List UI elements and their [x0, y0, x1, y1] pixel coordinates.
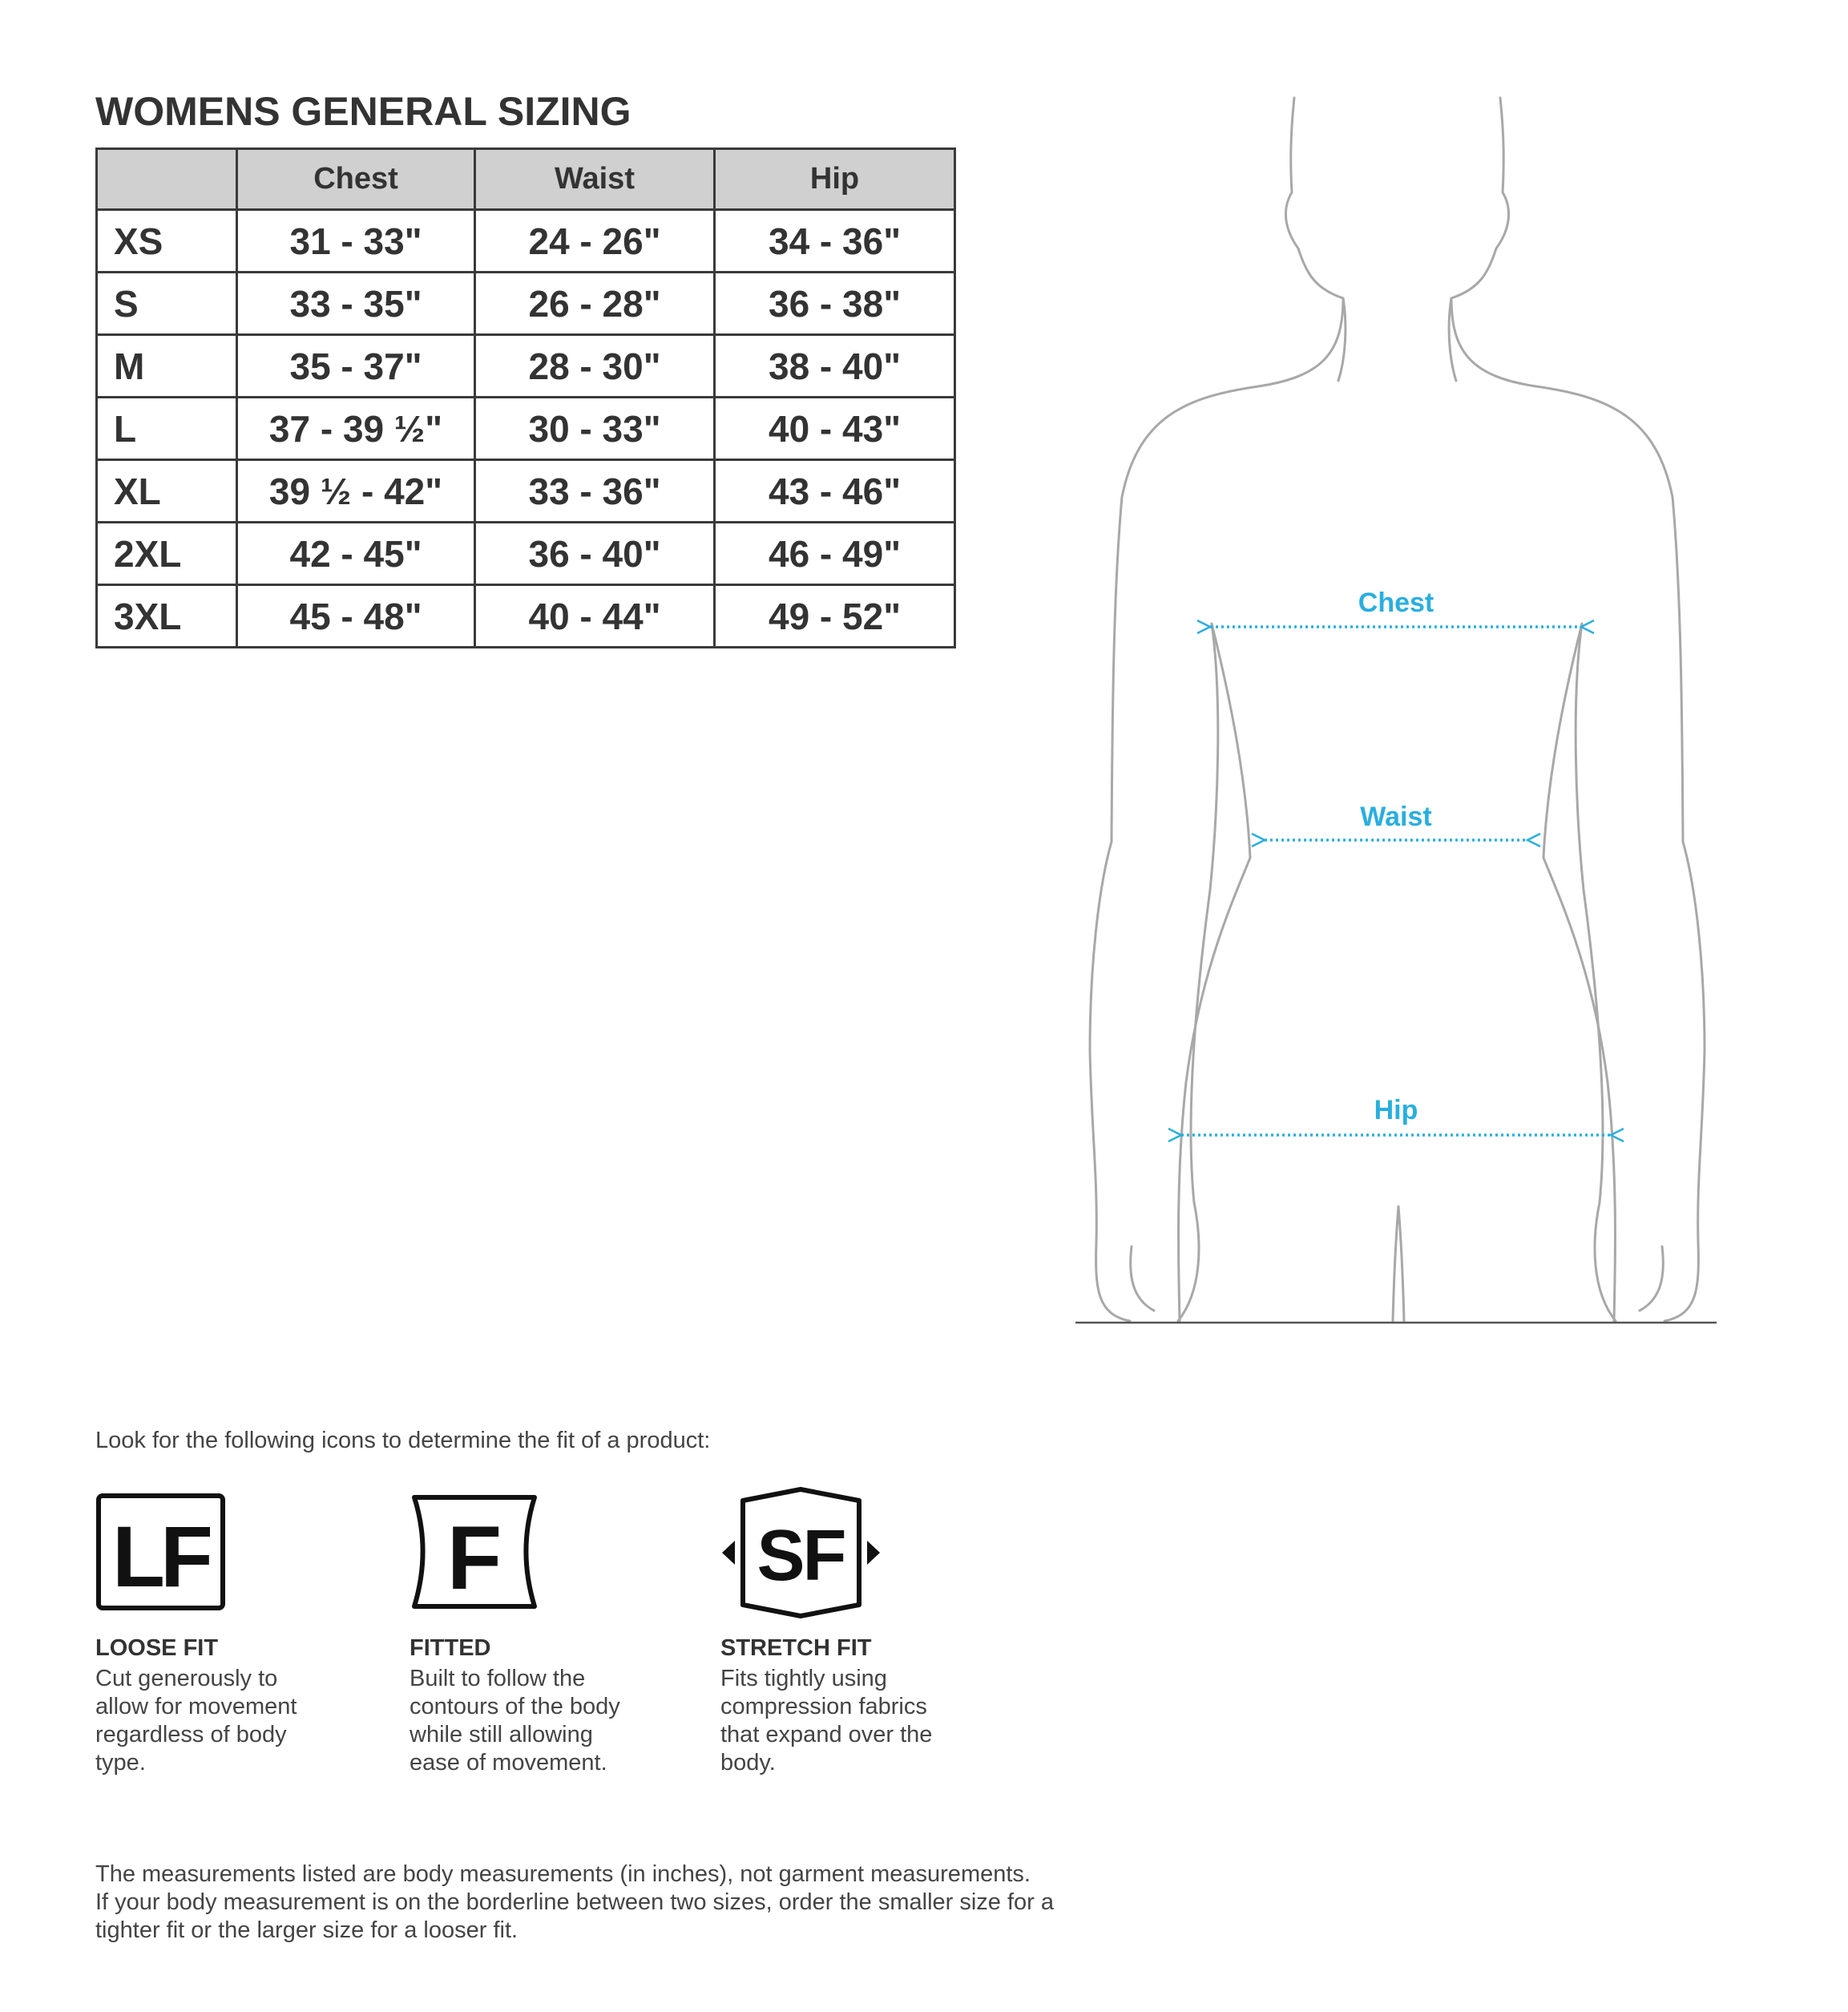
size-cell: L: [97, 398, 237, 460]
hip-cell: 40 - 43": [715, 398, 955, 460]
svg-text:F: F: [446, 1508, 502, 1608]
waist-cell: 40 - 44": [475, 585, 715, 648]
chest-cell: 35 - 37": [237, 335, 475, 398]
hip-cell: 46 - 49": [715, 523, 955, 585]
waist-cell: 28 - 30": [475, 335, 715, 398]
stretch-fit-title: STRETCH FIT: [720, 1635, 872, 1661]
stretch-fit-icon: [719, 1486, 883, 1619]
table-row: [97, 585, 955, 648]
fit-intro-text: Look for the following icons to determine the fit of a product:: [95, 1428, 711, 1453]
loose-fit-icon: [95, 1493, 228, 1613]
fitted-title: FITTED: [410, 1635, 491, 1661]
svg-text:LF: LF: [112, 1508, 208, 1605]
size-cell: S: [97, 273, 237, 335]
header-waist: Waist: [475, 149, 715, 210]
stretch-fit-description: Fits tightly using compression fabrics that expand over the body.: [720, 1666, 933, 1776]
chest-cell: 45 - 48": [237, 585, 475, 648]
table-row: [97, 398, 955, 460]
table-row: [97, 460, 955, 523]
chest-cell: 31 - 33": [237, 210, 475, 273]
chest-cell: 42 - 45": [237, 523, 475, 585]
size-chart-table: [95, 147, 956, 648]
fitted-description: Built to follow the contours of the body while still allowing ease of movement.: [410, 1666, 620, 1776]
waist-cell: 30 - 33": [475, 398, 715, 460]
waist-cell: 36 - 40": [475, 523, 715, 585]
measurement-note: The measurements listed are body measurements (in inches), not garment measurements. If your body measurement is on the borderline between two sizes, order the smaller size for a tighter fit or the larger size for a looser fit.: [95, 1861, 1055, 1943]
body-measurement-figure: [1058, 88, 1723, 1339]
chest-cell: 39 ½ - 42": [237, 460, 475, 523]
body-outline: [1090, 98, 1705, 1321]
size-cell: XS: [97, 210, 237, 273]
hip-cell: 36 - 38": [715, 273, 955, 335]
table-row: [97, 335, 955, 398]
size-cell: 2XL: [97, 523, 237, 585]
fitted-icon: [410, 1493, 543, 1613]
header-chest: Chest: [237, 149, 475, 210]
table-row: [97, 273, 955, 335]
svg-text:SF: SF: [757, 1516, 845, 1596]
waist-cell: 33 - 36": [475, 460, 715, 523]
header-hip: Hip: [715, 149, 955, 210]
waist-cell: 24 - 26": [475, 210, 715, 273]
hip-cell: 34 - 36": [715, 210, 955, 273]
waist-label: Waist: [1360, 802, 1432, 832]
header-size: [97, 149, 237, 210]
loose-fit-description: Cut generously to allow for movement regardless of body type.: [95, 1666, 297, 1776]
size-cell: M: [97, 335, 237, 398]
table-row: [97, 210, 955, 273]
hip-cell: 38 - 40": [715, 335, 955, 398]
hip-cell: 43 - 46": [715, 460, 955, 523]
table-row: [97, 523, 955, 585]
size-cell: XL: [97, 460, 237, 523]
page-title: WOMENS GENERAL SIZING: [95, 89, 631, 134]
table-header-row: [97, 149, 955, 210]
chest-cell: 37 - 39 ½": [237, 398, 475, 460]
waist-cell: 26 - 28": [475, 273, 715, 335]
hip-cell: 49 - 52": [715, 585, 955, 648]
chest-label: Chest: [1358, 588, 1434, 618]
chest-cell: 33 - 35": [237, 273, 475, 335]
hip-label: Hip: [1374, 1095, 1418, 1125]
size-cell: 3XL: [97, 585, 237, 648]
loose-fit-title: LOOSE FIT: [95, 1635, 219, 1661]
